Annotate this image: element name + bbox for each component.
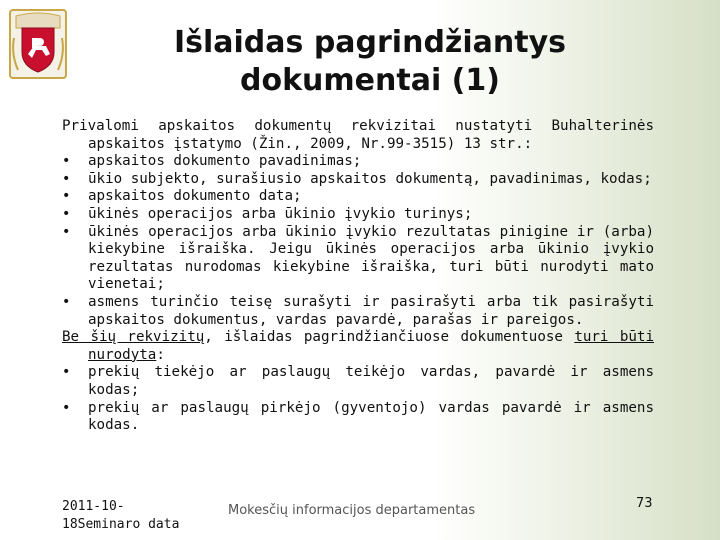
- list-item: • ūkio subjekto, surašiusio apskaitos dokumentą, pavadinimas, kodas;: [62, 171, 654, 189]
- intro-paragraph: Privalomi apskaitos dokumentų rekvizitai nustatyti Buhalterinės apskaitos įstatymo (Žin., 2009, Nr.99-3515) 13 str.:: [62, 118, 654, 152]
- footer-date-line-2: 18Seminaro data: [62, 517, 180, 532]
- list-item: • prekių tiekėjo ar paslaugų teikėjo vardas, pavardė ir asmens kodas;: [62, 364, 654, 399]
- title-line-2: dokumentai (1): [240, 63, 500, 98]
- paragraph-end-text: :: [156, 346, 165, 363]
- list-item: • ūkinės operacijos arba ūkinio įvykio turinys;: [62, 206, 654, 224]
- footer-date: [62, 498, 182, 534]
- coat-of-arms-icon: [8, 8, 68, 80]
- footer-department: Mokesčių informacijos departamentas: [228, 503, 476, 518]
- list-item: • asmens turinčio teisę surašyti ir pasirašyti arba tik pasirašyti apskaitos dokumentus, vardas pavardė, parašas ir pareigos.: [62, 294, 654, 329]
- list-item: • apskaitos dokumento data;: [62, 188, 654, 206]
- list-item: • apskaitos dokumento pavadinimas;: [62, 153, 654, 171]
- title-line-1: Išlaidas pagrindžiantys: [173, 25, 567, 60]
- required-details-list: [62, 153, 654, 329]
- additional-details-list: [62, 364, 654, 434]
- page-number: 73: [636, 496, 653, 511]
- underlined-phrase-2: turi būti nurodyta: [88, 329, 655, 363]
- footer-date-line-1: 2011-10-: [62, 499, 125, 514]
- list-item: • ūkinės operacijos arba ūkinio įvykio rezultatas pinigine ir (arba) kiekybine išraiška. Jeigu ūkinės operacijos arba ūkinio įvykio rezultatas nurodomas kiekybine išraiška, turi būti nurodyti mato vienetai;: [62, 224, 654, 294]
- slide-title: [150, 24, 590, 100]
- underlined-phrase-1: Be šių rekvizitų: [62, 329, 205, 346]
- paragraph-middle-text: , išlaidas pagrindžiančiuose dokumentuose: [204, 329, 575, 346]
- additional-details-paragraph: [62, 329, 654, 364]
- list-item: • prekių ar paslaugų pirkėjo (gyventojo) vardas pavardė ir asmens kodas.: [62, 400, 654, 435]
- slide-body: [62, 118, 654, 435]
